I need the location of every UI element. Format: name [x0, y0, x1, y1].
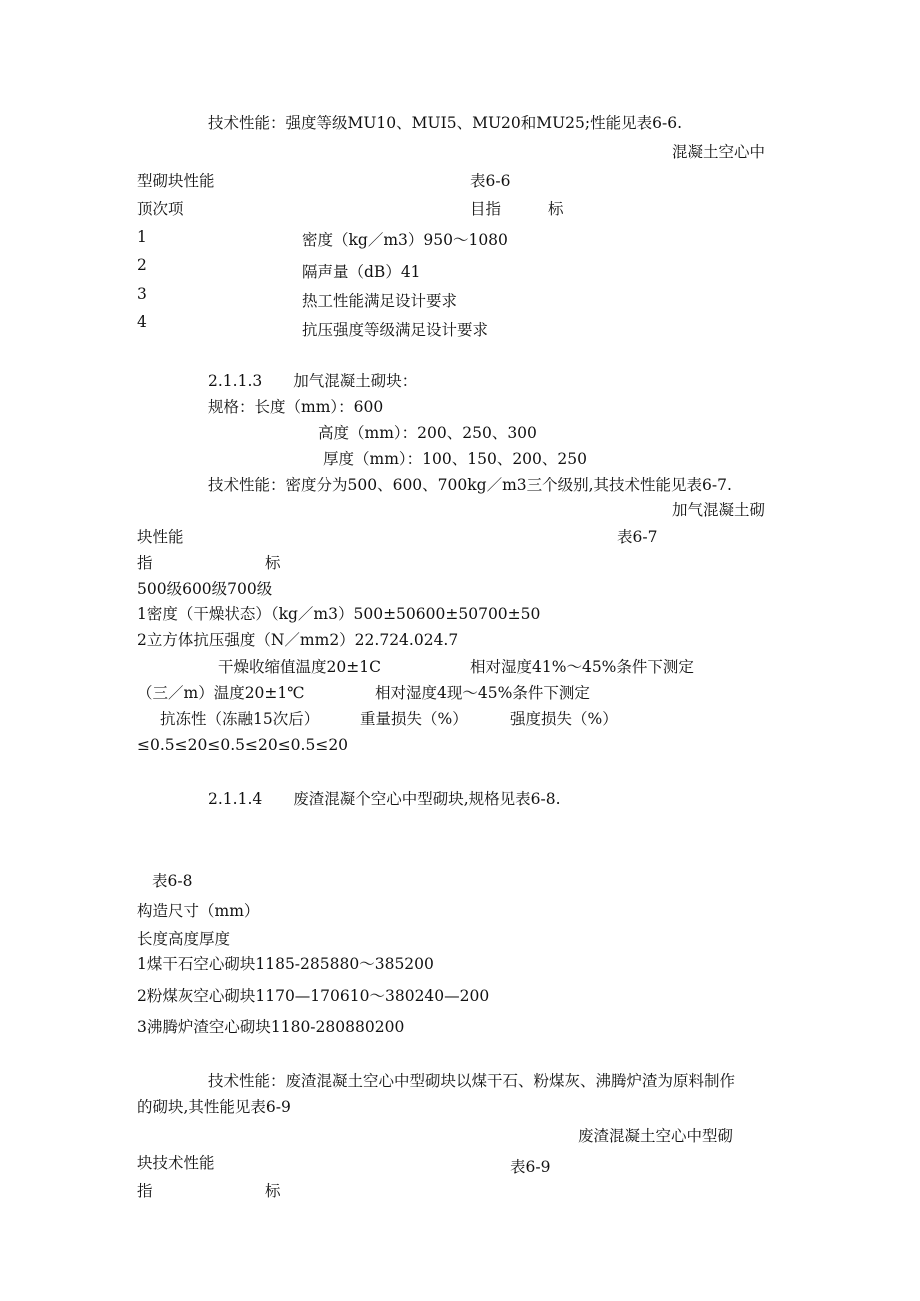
table-row-number: 4	[137, 313, 147, 331]
table-caption-fragment: 块性能	[137, 528, 184, 546]
table-header: 长度高度厚度	[137, 930, 231, 948]
paragraph-tech-performance-density: 技术性能：密度分为500、600、700kg／m3三个级别,其技术性能见表6-7.	[208, 476, 732, 494]
table-row: 干燥收缩值温度20±1C	[218, 658, 381, 676]
table-row-number: 2	[137, 256, 147, 274]
spec-line: 高度（mm）：200、250、300	[318, 424, 537, 442]
table-header: 构造尺寸（mm）	[137, 902, 260, 920]
table-row-number: 1	[137, 228, 147, 246]
table-header: 标	[548, 200, 564, 218]
table-header: 标	[265, 1182, 281, 1200]
table-row: 强度损失（%）	[510, 710, 618, 728]
table-number: 表6-7	[617, 528, 658, 546]
table-number: 表6-9	[510, 1158, 551, 1176]
table-row: （三／m）温度20±1℃	[137, 684, 305, 702]
table-row: 抗冻性（冻融15次后）	[160, 710, 320, 728]
table-row-item: 抗压强度等级满足设计要求	[302, 321, 489, 339]
table-row: 500级600级700级	[137, 580, 273, 598]
table-header: 标	[265, 554, 281, 572]
spec-line: 厚度（mm）：100、150、200、250	[323, 450, 587, 468]
table-row: 1煤干石空心砌块1185-285880～385200	[137, 955, 434, 973]
table-row-item: 热工性能满足设计要求	[302, 292, 458, 310]
table-caption-fragment: 混凝土空心中	[672, 143, 766, 161]
table-header: 顶次项	[137, 200, 184, 218]
table-row-item: 隔声量（dB）41	[302, 263, 421, 281]
table-number: 表6-8	[152, 872, 193, 890]
paragraph-tech-performance-waste: 技术性能：废渣混凝土空心中型砌块以煤干石、粉煤灰、沸腾炉渣为原料制作	[208, 1072, 736, 1090]
table-row: 相对湿度41%～45%条件下测定	[470, 658, 694, 676]
section-heading: 2.1.1.4 废渣混凝个空心中型砌块,规格见表6-8.	[208, 790, 561, 808]
table-caption-fragment: 块技术性能	[137, 1154, 215, 1172]
spec-line: 规格：长度（mm）：600	[208, 398, 384, 416]
table-row: 3沸腾炉渣空心砌块1180-280880200	[137, 1018, 405, 1036]
table-row: ≤0.5≤20≤0.5≤20≤0.5≤20	[137, 736, 349, 754]
table-row: 2立方体抗压强度（N／mm2）22.724.024.7	[137, 631, 459, 649]
table-row: 1密度（干燥状态）（kg／m3）500±50600±50700±50	[137, 605, 541, 623]
paragraph-tech-performance-strength: 技术性能：强度等级MU10、MUI5、MU20和MU25;性能见表6-6.	[208, 114, 682, 132]
table-caption-fragment: 废渣混凝土空心中型砌	[578, 1127, 734, 1145]
table-header: 目指	[470, 200, 502, 218]
table-header: 指	[137, 554, 153, 572]
table-row: 重量损失（%）	[360, 710, 468, 728]
table-row-item: 密度（kg／m3）950～1080	[302, 231, 508, 249]
table-row-number: 3	[137, 285, 147, 303]
table-header: 指	[137, 1182, 153, 1200]
table-number: 表6-6	[470, 172, 511, 190]
table-caption-fragment: 加气混凝土砌	[672, 501, 766, 519]
paragraph-continuation: 的砌块,其性能见表6-9	[137, 1098, 291, 1116]
table-row: 相对湿度4现～45%条件下测定	[375, 684, 590, 702]
section-heading: 2.1.1.3 加气混凝土砌块：	[208, 372, 418, 390]
table-caption-fragment: 型砌块性能	[137, 172, 215, 190]
table-row: 2粉煤灰空心砌块1170—170610～380240—200	[137, 987, 490, 1005]
